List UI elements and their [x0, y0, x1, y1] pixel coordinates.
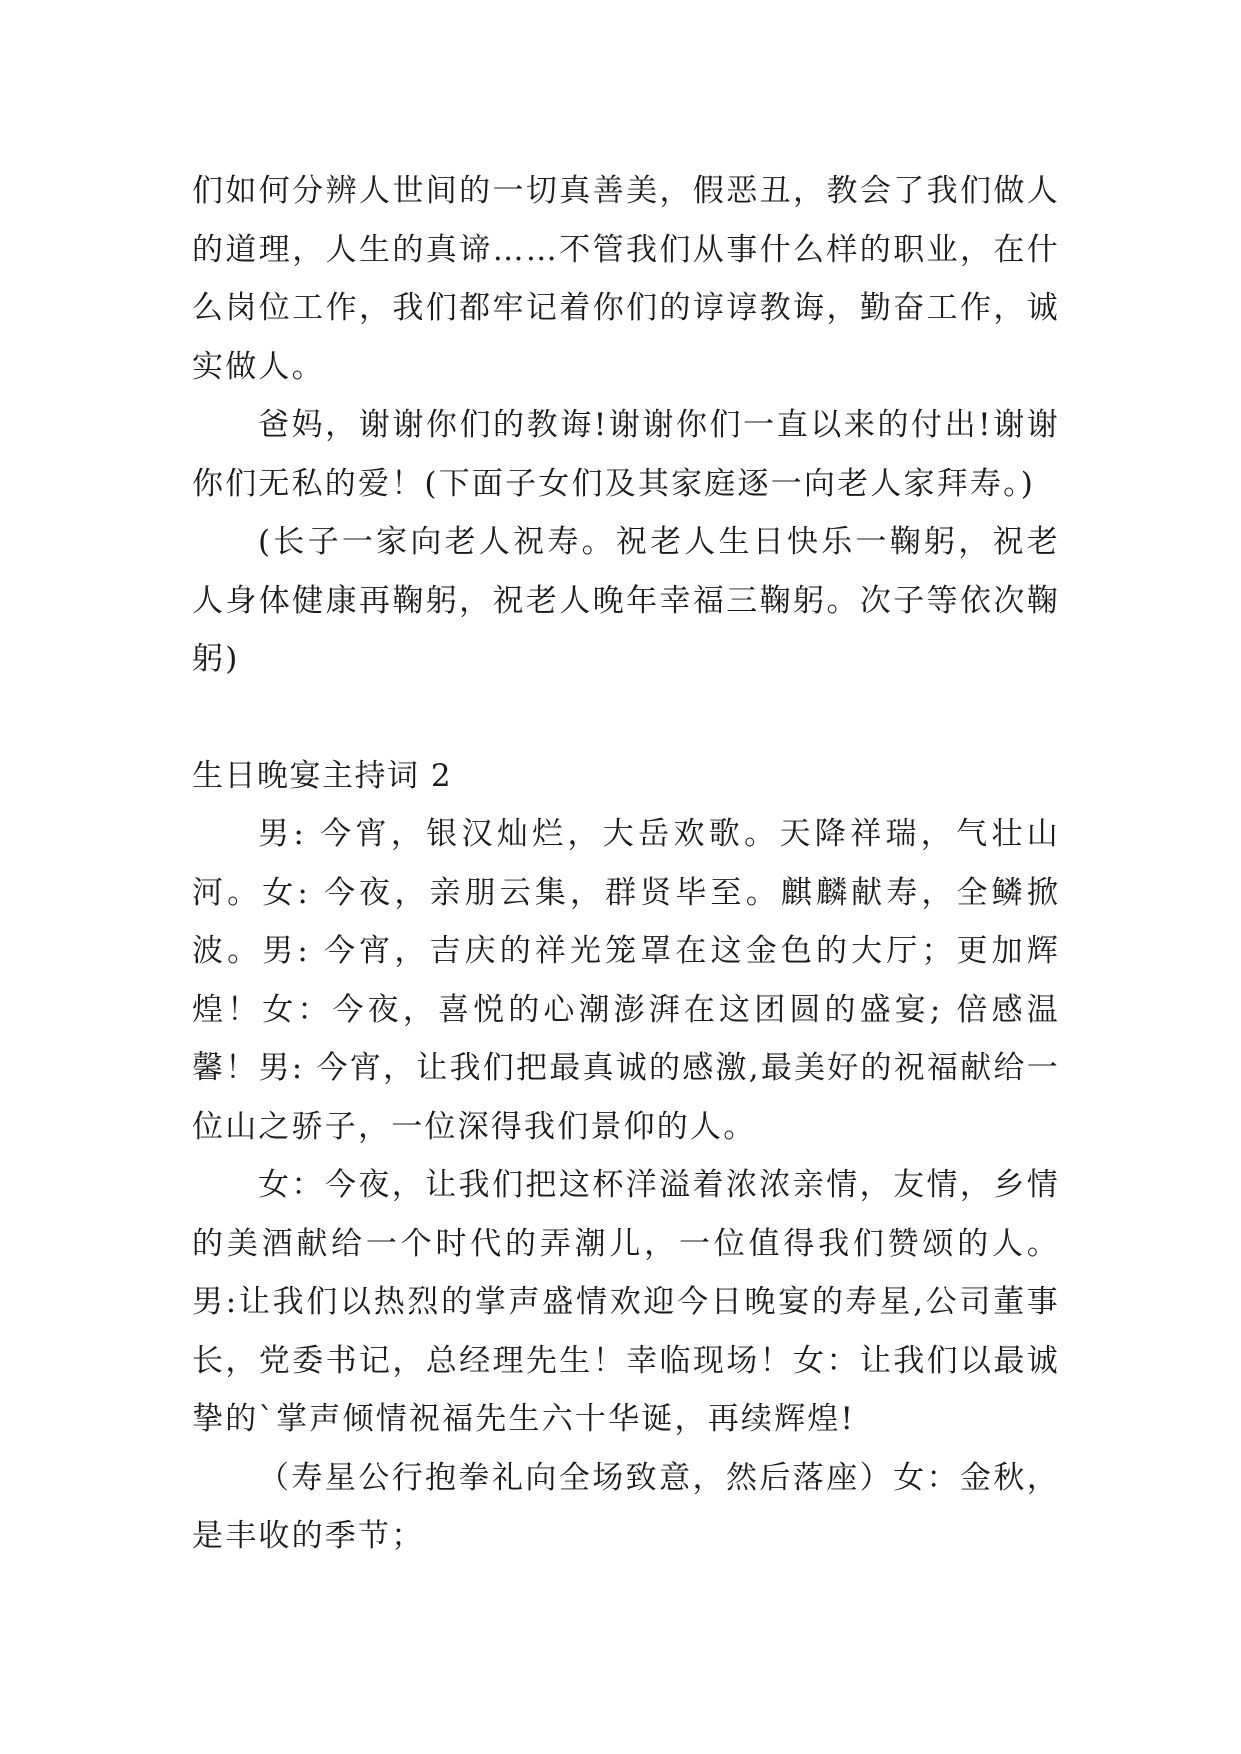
paragraph-teachings: 们如何分辨人世间的一切真善美，假恶丑，教会了我们做人的道理，人生的真谛……不管我们从事什么样的职业，在什么岗位工作，我们都牢记着你们的谆谆教诲，勤奋工作，诚实做人。 [192, 173, 1060, 385]
paragraph-opening-dialogue: 男: 今宵，银汉灿烂，大岳欢歌。天降祥瑞，气壮山河。女: 今夜，亲朋云集，群贤毕至。麒麟献寿，全鳞掀波。男: 今宵，吉庆的祥光笼罩在这金色的大厅；更加辉煌！女：今夜，喜悦的心潮澎湃在这团圆的盛宴; 倍感温馨！男: 今宵，让我们把最真诚的感激,最美好的祝福献给一位山之骄子，一位深得我们景仰的人。 [192, 816, 1060, 1145]
section-spacer [192, 689, 1060, 747]
paragraph-thanks-parents: 爸妈，谢谢你们的教诲!谢谢你们一直以来的付出!谢谢你们无私的爱！(下面子女们及其家庭逐一向老人家拜寿。) [192, 407, 1060, 502]
paragraph-welcome-guest: 女：今夜，让我们把这杯洋溢着浓浓亲情，友情，乡情的美酒献给一个时代的弄潮儿，一位值得我们赞颂的人。男:让我们以热烈的掌声盛情欢迎今日晚宴的寿星,公司董事长，党委书记，总经理先生！幸临现场！女：让我们以最诚挚的`掌声倾情祝福先生六十华诞，再续辉煌! [192, 1167, 1060, 1437]
document-body [192, 162, 1060, 1566]
paragraph-golden-autumn: （寿星公行抱拳礼向全场致意，然后落座）女：金秋，是丰收的季节； [192, 1459, 1060, 1554]
section-heading: 生日晚宴主持词 2 [192, 757, 453, 794]
paragraph-bowing-ritual: (长子一家向老人祝寿。祝老人生日快乐一鞠躬，祝老人身体健康再鞠躬，祝老人晚年幸福三鞠躬。次子等依次鞠躬) [192, 524, 1060, 677]
